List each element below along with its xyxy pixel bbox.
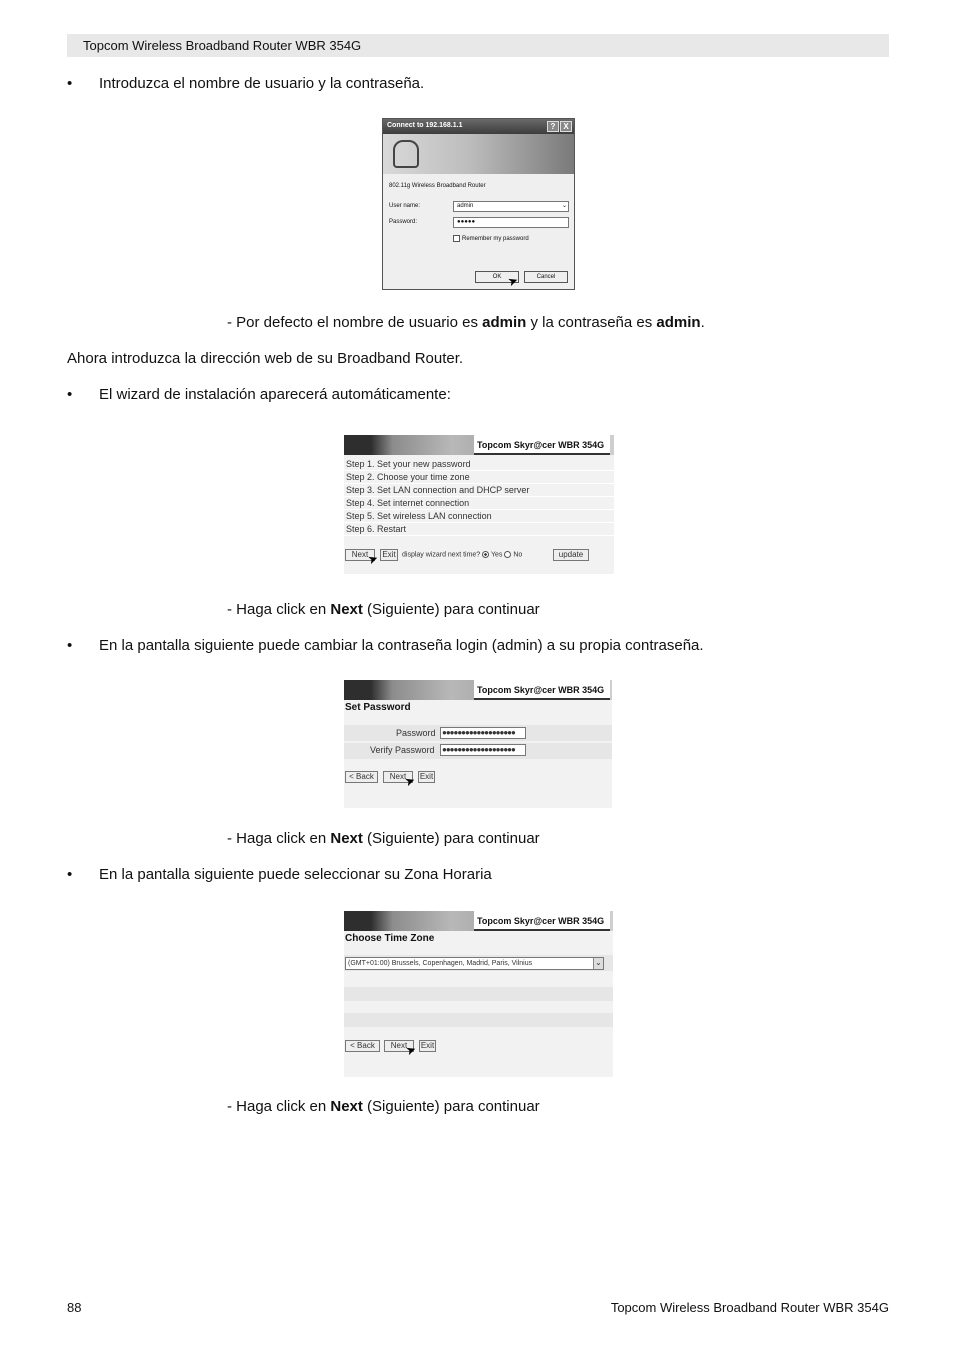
bullet-text: En la pantalla siguiente puede cambiar la contraseña login (admin) a su propia contraseña.: [99, 637, 704, 654]
next-button[interactable]: Next: [345, 549, 375, 561]
back-button[interactable]: < Back: [345, 771, 378, 783]
user-label: User name:: [389, 203, 421, 209]
remember-checkbox-row[interactable]: [453, 235, 529, 242]
next-emphasis: Next: [330, 1098, 363, 1115]
next-button[interactable]: Next: [383, 771, 413, 783]
page-header: Topcom Wireless Broadband Router WBR 354G: [67, 34, 889, 57]
bullet-dot: •: [67, 386, 73, 403]
verify-password-input[interactable]: ●●●●●●●●●●●●●●●●●●●: [440, 744, 526, 756]
dialog-titlebar: [383, 119, 574, 134]
router-banner: [344, 435, 614, 455]
username-value: admin: [457, 203, 474, 209]
radio-yes[interactable]: [482, 551, 489, 558]
instruction-text: (Siguiente) para continuar: [362, 601, 540, 618]
next-emphasis: Next: [330, 601, 363, 618]
chevron-down-icon[interactable]: ⌄: [561, 203, 567, 209]
display-wizard-option: [402, 551, 522, 558]
radio-yes-label: Yes: [490, 551, 503, 559]
next-button[interactable]: Next: [384, 1040, 414, 1052]
help-icon[interactable]: ?: [547, 121, 559, 132]
bullet-text: El wizard de instalación aparecerá automáticamente:: [99, 386, 451, 403]
password-value: ●●●●●: [457, 219, 476, 225]
wizard-step: Step 6. Restart: [344, 523, 614, 536]
router-title: Topcom Skyr@cer WBR 354G: [474, 911, 610, 931]
display-wizard-label: display wizard next time?: [402, 551, 481, 559]
wizard-step: Step 2. Choose your time zone: [344, 471, 614, 484]
section-heading: Choose Time Zone: [345, 933, 435, 944]
bullet-text: Introduzca el nombre de usuario y la contraseña.: [99, 75, 425, 92]
dialog-banner: [383, 134, 574, 174]
section-heading: Set Password: [345, 702, 411, 713]
update-button[interactable]: update: [553, 549, 589, 561]
exit-button[interactable]: Exit: [380, 549, 398, 561]
wizard-step: Step 1. Set your new password: [344, 458, 614, 471]
verify-password-label: Verify Password: [370, 745, 435, 755]
default-credentials-note: [227, 314, 705, 331]
login-dialog: [382, 118, 575, 290]
bullet-dot: •: [67, 75, 73, 92]
radio-no-label: No: [513, 551, 523, 559]
next-emphasis: Next: [330, 830, 363, 847]
remember-checkbox[interactable]: [453, 235, 460, 242]
password-input[interactable]: ●●●●●●●●●●●●●●●●●●●: [440, 727, 526, 739]
bullet-dot: •: [67, 637, 73, 654]
mouse-cursor-icon: ➤: [402, 772, 418, 790]
wizard-step: Step 3. Set LAN connection and DHCP server: [344, 484, 614, 497]
instruction-text: (Siguiente) para continuar: [362, 830, 540, 847]
instruction-text: (Siguiente) para continuar: [362, 1098, 540, 1115]
router-banner: [344, 911, 613, 931]
time-zone-value: (GMT+01:00) Brussels, Copenhagen, Madrid, Paris, Vilnius: [348, 960, 533, 967]
router-banner: [344, 680, 612, 700]
set-password-screenshot: [344, 680, 612, 808]
instruction-line: [227, 601, 540, 618]
note-text: - Por defecto el nombre de usuario es: [227, 314, 483, 331]
page-number: 88: [67, 1300, 82, 1315]
instruction-text: - Haga click en: [227, 1098, 331, 1115]
ok-button[interactable]: OK: [475, 271, 519, 283]
router-title: Topcom Skyr@cer WBR 354G: [474, 680, 610, 700]
bullet-text: En la pantalla siguiente puede seleccionar su Zona Horaria: [99, 866, 492, 883]
keys-icon: [393, 140, 419, 168]
time-zone-select[interactable]: [345, 957, 604, 970]
password-field[interactable]: [453, 217, 569, 228]
footer-title: Topcom Wireless Broadband Router WBR 354G: [610, 1300, 889, 1315]
wizard-step: Step 5. Set wireless LAN connection: [344, 510, 614, 523]
instruction-text: - Haga click en: [227, 601, 331, 618]
wizard-steps: [344, 455, 614, 536]
default-username: admin: [482, 314, 527, 331]
dialog-title: Connect to 192.168.1.1: [387, 122, 463, 129]
mouse-cursor-icon: ➤: [403, 1041, 419, 1059]
instruction-line: [227, 1098, 540, 1115]
close-icon[interactable]: X: [560, 121, 572, 132]
note-text: .: [700, 314, 705, 331]
cancel-button[interactable]: Cancel: [524, 271, 568, 283]
password-label: Password:: [389, 219, 418, 225]
username-field[interactable]: [453, 201, 569, 212]
exit-button[interactable]: Exit: [420, 1041, 435, 1050]
instruction-text: - Haga click en: [227, 830, 331, 847]
exit-button[interactable]: Exit: [419, 772, 434, 781]
back-button[interactable]: < Back: [345, 1040, 380, 1052]
wizard-screenshot: [344, 435, 614, 574]
chevron-down-icon[interactable]: ⌄: [593, 958, 603, 969]
default-password: admin: [656, 314, 701, 331]
time-zone-screenshot: [344, 911, 613, 1077]
note-text: y la contraseña es: [526, 314, 657, 331]
bullet-dot: •: [67, 866, 73, 883]
dialog-realm: 802.11g Wireless Broadband Router: [389, 183, 486, 189]
password-label: Password: [396, 728, 436, 738]
wizard-step: Step 4. Set internet connection: [344, 497, 614, 510]
remember-label: Remember my password: [462, 236, 529, 243]
paragraph: Ahora introduzca la dirección web de su Broadband Router.: [67, 350, 464, 367]
router-title: Topcom Skyr@cer WBR 354G: [474, 435, 610, 455]
radio-no[interactable]: [504, 551, 511, 558]
mouse-cursor-icon: ➤: [365, 550, 381, 568]
instruction-line: [227, 830, 540, 847]
mouse-cursor-icon: ➤: [505, 272, 521, 290]
